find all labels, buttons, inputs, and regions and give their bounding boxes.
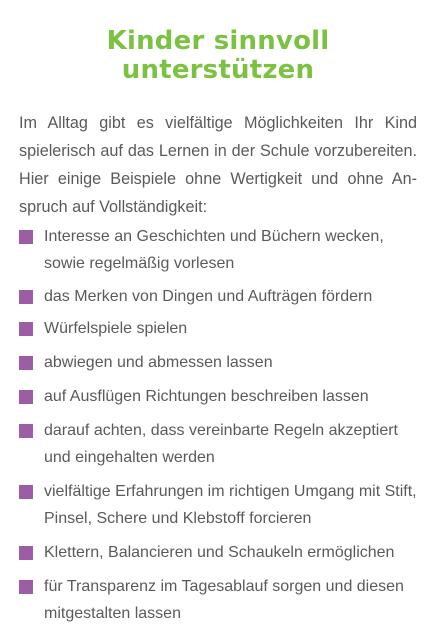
list-item-text: Interesse an Geschichten und Büchern wecken, sowie regelmäßig vorlesen [44,228,384,272]
list-item [19,573,424,627]
title-line-2: unterstützen [121,55,315,86]
list-item [19,539,424,566]
square-bullet-icon [19,485,33,499]
square-bullet-icon [19,322,33,336]
list-item [19,417,424,471]
list-item [19,349,424,376]
list-item [19,478,424,532]
list-item-text: abwiegen und abmessen lassen [44,354,273,371]
page-title [0,27,436,85]
intro-paragraph: Im Alltag gibt es vielfältige Möglichkeiten Ihr Kind spielerisch auf das Lernen in der Schule vorzubereiten. Hier einige Beispiele ohne Wertigkeit und ohne Anspruch auf Vollständigkeit: [19,114,417,217]
list-item [19,383,424,410]
list-item-text: vielfältige Erfahrungen im richtigen Umgang mit Stift, Pinsel, Schere und Klebstoff forcieren [44,483,417,527]
square-bullet-icon [19,424,33,438]
square-bullet-icon [19,580,33,594]
list-item [19,283,424,310]
square-bullet-icon [19,356,33,370]
square-bullet-icon [19,546,33,560]
list-item-text: Würfelspiele spielen [44,320,188,337]
square-bullet-icon [19,290,33,304]
list-item-text: auf Ausflügen Richtungen beschreiben lassen [44,388,369,405]
square-bullet-icon [19,390,33,404]
list-item-text: das Merken von Dingen und Aufträgen fördern [44,288,373,305]
title-line-1: Kinder sinnvoll [106,26,330,57]
square-bullet-icon [19,230,33,244]
list-item-text: für Transparenz im Tagesablauf sorgen und diesen mitgestalten lassen [44,578,404,622]
list-item [19,223,424,277]
list-item [19,315,424,342]
list-item-text: darauf achten, dass vereinbarte Regeln akzeptiert und eingehalten werden [44,422,398,466]
list-item-text: Klettern, Balancieren und Schaukeln ermöglichen [44,544,395,561]
